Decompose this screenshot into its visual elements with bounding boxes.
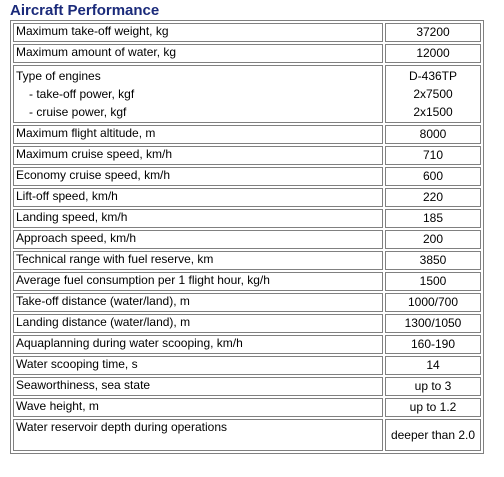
table-row xyxy=(13,419,481,451)
row-value: 600 xyxy=(385,167,481,186)
row-label: Take-off distance (water/land), m xyxy=(13,293,383,312)
table-row xyxy=(13,230,481,249)
row-value: deeper than 2.0 xyxy=(385,419,481,451)
row-label: Technical range with fuel reserve, km xyxy=(13,251,383,270)
row-label: Maximum cruise speed, km/h xyxy=(13,146,383,165)
table-row xyxy=(13,314,481,333)
table-row xyxy=(13,188,481,207)
row-label-engines xyxy=(13,65,383,123)
row-label: Seaworthiness, sea state xyxy=(13,377,383,396)
table-row xyxy=(13,377,481,396)
row-value: 1000/700 xyxy=(385,293,481,312)
row-value: 8000 xyxy=(385,125,481,144)
table-row xyxy=(13,251,481,270)
row-value: 1300/1050 xyxy=(385,314,481,333)
row-value: D-436TP xyxy=(408,69,458,83)
row-label: Approach speed, km/h xyxy=(13,230,383,249)
row-label: Maximum amount of water, kg xyxy=(13,44,383,63)
row-value: 220 xyxy=(385,188,481,207)
row-value: up to 3 xyxy=(385,377,481,396)
row-sublabel: - cruise power, kgf xyxy=(29,105,127,119)
row-label: Type of engines xyxy=(16,69,101,83)
row-value: 2x7500 xyxy=(413,87,453,101)
row-label: Landing speed, km/h xyxy=(13,209,383,228)
row-value-engines xyxy=(385,65,481,123)
page-title: Aircraft Performance xyxy=(10,2,160,19)
table-row xyxy=(13,44,481,63)
performance-table xyxy=(10,20,484,454)
table-row xyxy=(13,335,481,354)
row-label: Water reservoir depth during operations xyxy=(13,419,383,451)
table-row xyxy=(13,65,481,123)
row-label: Maximum flight altitude, m xyxy=(13,125,383,144)
row-label: Lift-off speed, km/h xyxy=(13,188,383,207)
table-row xyxy=(13,125,481,144)
row-value: 2x1500 xyxy=(413,105,453,119)
row-value: up to 1.2 xyxy=(385,398,481,417)
row-value: 185 xyxy=(385,209,481,228)
row-label: Maximum take-off weight, kg xyxy=(13,23,383,42)
table-row xyxy=(13,272,481,291)
table-row xyxy=(13,146,481,165)
row-value: 3850 xyxy=(385,251,481,270)
table-row xyxy=(13,356,481,375)
table-row xyxy=(13,293,481,312)
row-value: 200 xyxy=(385,230,481,249)
table-row xyxy=(13,209,481,228)
row-value: 160-190 xyxy=(385,335,481,354)
row-label: Water scooping time, s xyxy=(13,356,383,375)
row-label: Economy cruise speed, km/h xyxy=(13,167,383,186)
row-value: 1500 xyxy=(385,272,481,291)
row-label: Aquaplanning during water scooping, km/h xyxy=(13,335,383,354)
table-row xyxy=(13,167,481,186)
row-sublabel: - take-off power, kgf xyxy=(29,87,135,101)
row-value: 14 xyxy=(385,356,481,375)
row-value: 710 xyxy=(385,146,481,165)
row-label: Average fuel consumption per 1 flight hour, kg/h xyxy=(13,272,383,291)
table-row xyxy=(13,398,481,417)
row-label: Wave height, m xyxy=(13,398,383,417)
row-value: 12000 xyxy=(385,44,481,63)
table-row xyxy=(13,23,481,42)
row-value: 37200 xyxy=(385,23,481,42)
row-label: Landing distance (water/land), m xyxy=(13,314,383,333)
